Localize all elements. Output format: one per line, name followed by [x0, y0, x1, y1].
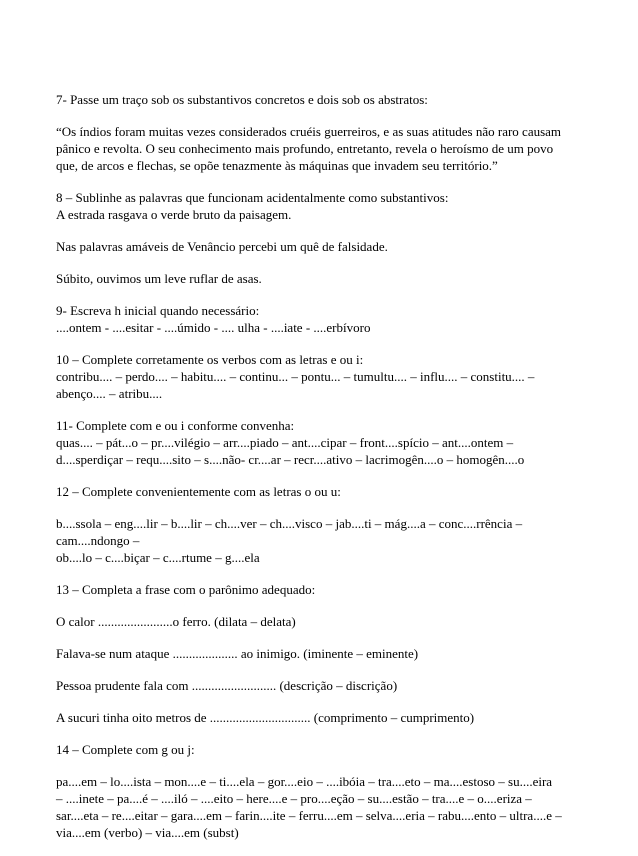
- q10-block: [56, 351, 596, 402]
- q14-block: [56, 773, 596, 841]
- q7-quote: [56, 123, 596, 174]
- document-page: [56, 91, 596, 856]
- q12-line: b....ssola – eng....lir – b....lir – ch....ver – ch....visco – jab....ti – mág....a – conc....rrência –: [56, 516, 523, 531]
- q12-block: [56, 515, 596, 566]
- q11-line: quas.... – pát...o – pr....vilégio – arr....piado – ant....cipar – front....spício – ant....ontem –: [56, 435, 514, 450]
- q7-heading: 7- Passe um traço sob os substantivos concretos e dois sob os abstratos:: [56, 92, 428, 107]
- q12-line: ob....lo – c....biçar – c....rtume – g....ela: [56, 550, 260, 565]
- q13-sentence: O calor .......................o ferro. (dilata – delata): [56, 614, 296, 629]
- q9-block: [56, 302, 596, 336]
- q8-block: [56, 189, 596, 223]
- q14-line: – ....inete – pa....é – ....iló – ....eito – here....e – pro....eção – su....estão – tra....e – o....eriza –: [56, 791, 532, 806]
- q8-heading: 8 – Sublinhe as palavras que funcionam acidentalmente como substantivos:: [56, 190, 449, 205]
- q7-quote-line: que, de arcos e flechas, se opõe tenazmente às máquinas que invadem seu território.”: [56, 158, 498, 173]
- q7-quote-line: “Os índios foram muitas vezes considerados cruéis guerreiros, e as suas atitudes não raro causam: [56, 124, 562, 139]
- q10-heading: 10 – Complete corretamente os verbos com as letras e ou i:: [56, 352, 364, 367]
- q11-heading: 11- Complete com e ou i conforme convenha:: [56, 418, 295, 433]
- q12-line: cam....ndongo –: [56, 533, 140, 548]
- q9-heading: 9- Escreva h inicial quando necessário:: [56, 303, 260, 318]
- q13-sentence: Pessoa prudente fala com .......................... (descrição – discrição): [56, 678, 398, 693]
- q11-line: d....sperdiçar – requ....sito – s....não- cr....ar – recr....ativo – lacrimogên....o – homogên....o: [56, 452, 525, 467]
- q7-quote-line: pânico e revolta. O seu conhecimento mais profundo, entretanto, revela o heroísmo de um povo: [56, 141, 554, 156]
- q8-sentence: Nas palavras amáveis de Venâncio percebi um quê de falsidade.: [56, 239, 388, 254]
- q12-heading: 12 – Complete convenientemente com as letras o ou u:: [56, 484, 341, 499]
- q13-heading: 13 – Completa a frase com o parônimo adequado:: [56, 582, 316, 597]
- q13-sentence: Falava-se num ataque .................... ao inimigo. (iminente – eminente): [56, 646, 419, 661]
- q8-sentence: A estrada rasgava o verde bruto da paisagem.: [56, 207, 292, 222]
- q14-line: sar....eta – re....eitar – gara....em – farin....ite – ferru....em – selva....eria – rabu....ento – ultra....e –: [56, 808, 562, 823]
- q9-items: ....ontem - ....esitar - ....úmido - .... ulha - ....iate - ....erbívoro: [56, 320, 371, 335]
- q14-line: via....em (verbo) – via....em (subst): [56, 825, 239, 840]
- q14-line: pa....em – lo....ista – mon....e – ti....ela – gor....eio – ....ibóia – tra....eto – ma....estoso – su....eira: [56, 774, 553, 789]
- q11-block: [56, 417, 596, 468]
- q13-sentence: A sucuri tinha oito metros de ............................... (comprimento – cumprimento): [56, 710, 475, 725]
- q10-line: abenço.... – atribu....: [56, 386, 163, 401]
- q8-sentence: Súbito, ouvimos um leve ruflar de asas.: [56, 271, 262, 286]
- q14-heading: 14 – Complete com g ou j:: [56, 742, 195, 757]
- q10-line: contribu.... – perdo.... – habitu.... – continu... – pontu... – tumultu.... – influ.... – constitu.... –: [56, 369, 535, 384]
